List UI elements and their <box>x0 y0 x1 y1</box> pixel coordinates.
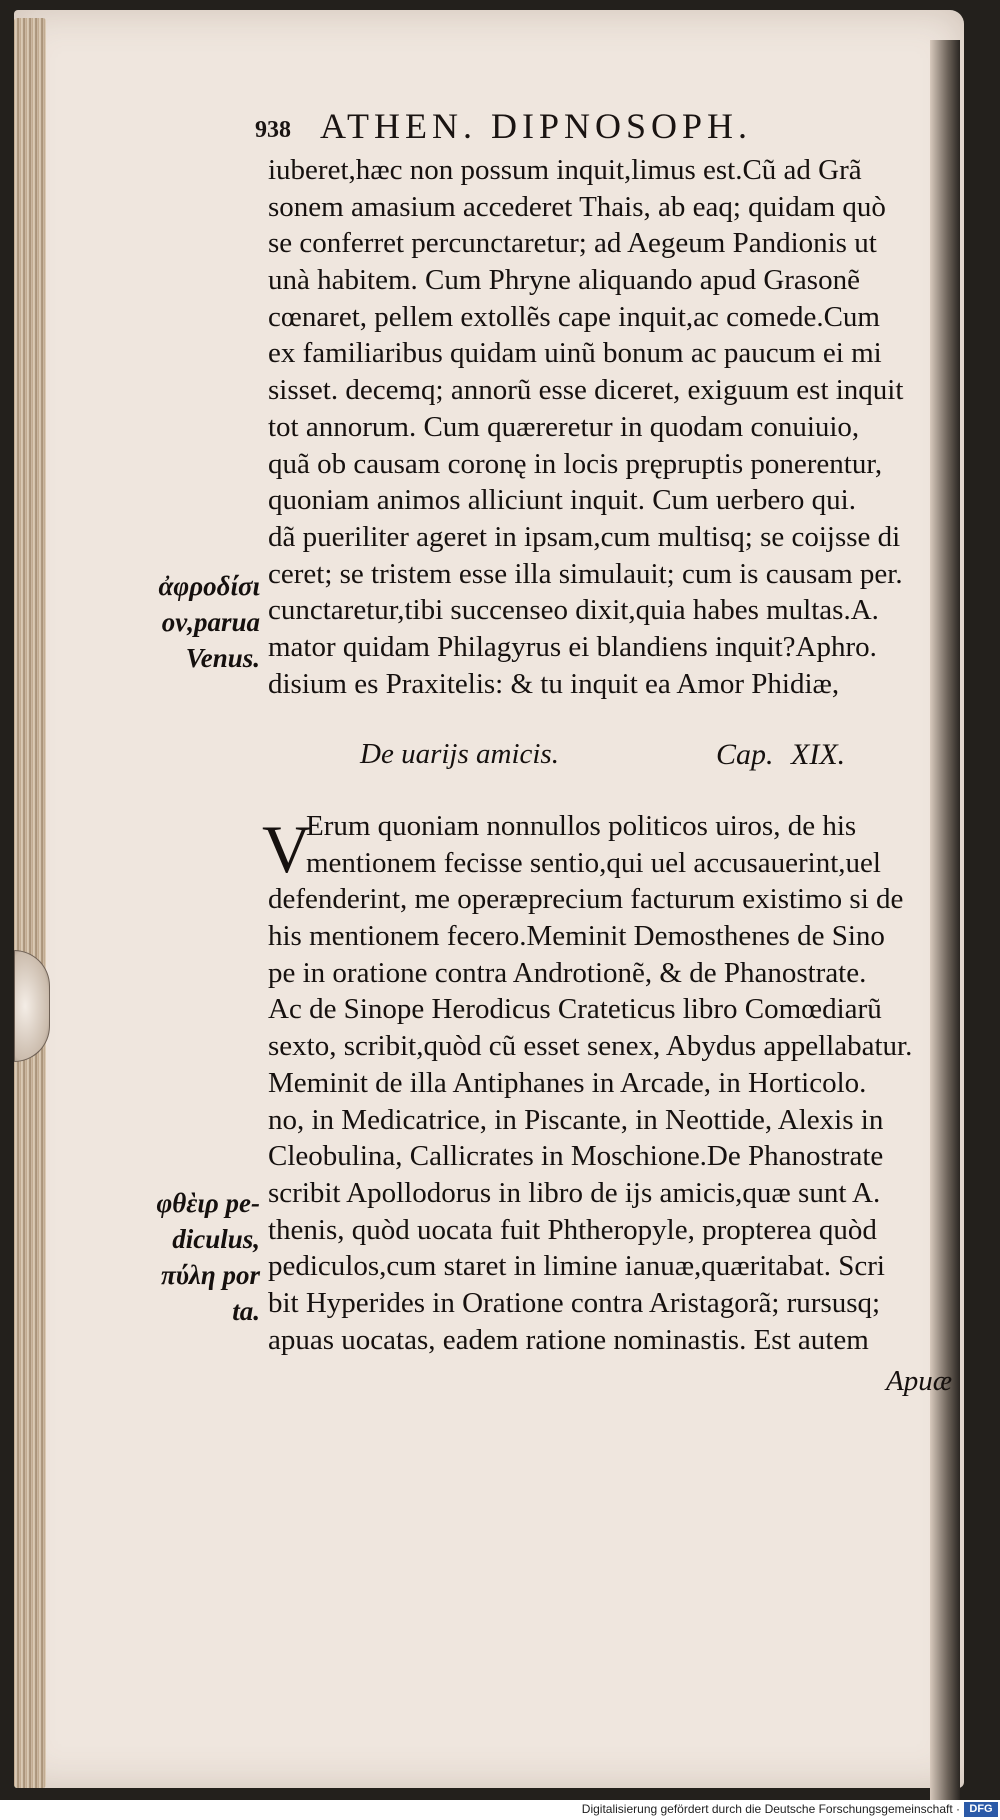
margin-note-line: Venus. <box>185 643 260 673</box>
digitization-footer <box>0 1800 1000 1820</box>
dfg-logo: DFG <box>964 1802 998 1817</box>
text-line: bit Hyperides in Oratione contra Aristagorã; rursusq; <box>268 1286 881 1319</box>
margin-note-phtheir <box>156 1185 260 1329</box>
text-line: no, in Medicatrice, in Piscante, in Neottide, Alexis in <box>268 1103 884 1136</box>
text-line: cunctaretur,tibi succenseo dixit,quia habes multas.A. <box>268 594 879 627</box>
text-line: Cleobulina, Callicrates in Moschione.De Phanostrate <box>268 1140 884 1173</box>
text-line: Erum quoniam nonnullos politicos uiros, de his <box>306 810 857 842</box>
running-head: ATHEN. DIPNOSOPH. <box>320 106 753 146</box>
text-line: thenis, quòd uocata fuit Phtheropyle, propterea quòd <box>268 1213 877 1246</box>
page-number: 938 <box>255 117 291 143</box>
initial-letter: V <box>262 811 312 887</box>
text-line: quoniam animos alliciunt inquit. Cum uerbero qui. <box>268 484 856 517</box>
text-line: dã pueriliter ageret in ipsam,cum multisq; se coijsse di <box>268 520 901 553</box>
text-line: sexto, scribit,quòd cũ esset senex, Abydus appellabatur. <box>268 1030 913 1063</box>
chapter-title: De uarijs amicis. <box>360 738 559 770</box>
text-line: pediculos,cum staret in limine ianuæ,quæritabat. Scri <box>268 1250 885 1283</box>
text-line: cœnaret, pellem extollẽs cape inquit,ac comede.Cum <box>268 300 880 333</box>
footer-credit: Digitalisierung gefördert durch die Deutsche Forschungsgemeinschaft · <box>581 1802 960 1816</box>
margin-note-line: ἀφροδίσι <box>158 571 260 601</box>
text-line: ex familiaribus quidam uinũ bonum ac paucum ei mi <box>268 337 882 370</box>
text-line: unà habitem. Cum Phryne aliquando apud Grasonẽ <box>268 264 860 297</box>
margin-note-line: φθὲιρ pe- <box>156 1188 260 1218</box>
margin-note-aphrodision <box>158 568 260 676</box>
text-line: scribit Apollodorus in libro de ijs amicis,quæ sunt A. <box>268 1176 881 1209</box>
catchword: Apuæ <box>886 1365 953 1397</box>
text-line: sonem amasium accederet Thais, ab eaq; quidam quò <box>268 190 886 223</box>
text-line: se conferret percunctaretur; ad Aegeum Pandionis ut <box>268 227 877 260</box>
text-line: sisset. decemq; annorũ esse diceret, exiguum est inquit <box>268 374 904 407</box>
text-line: Meminit de illa Antiphanes in Arcade, in Horticolo. <box>268 1066 867 1099</box>
text-line: apuas uocatas, eadem ratione nominastis. Est autem <box>268 1323 869 1356</box>
text-line: mentionem fecisse sentio,qui uel accusauerint,uel <box>306 846 881 879</box>
margin-note-line: ον,parua <box>161 607 260 637</box>
margin-note-line: πύλη por <box>160 1260 260 1290</box>
chapter-label: Cap. XIX. <box>716 738 846 771</box>
text-line: Ac de Sinope Herodicus Crateticus libro Comœdiarũ <box>268 993 882 1026</box>
text-line: defenderint, me operæprecium facturum existimo si de <box>268 883 904 916</box>
book-spine <box>14 18 46 1788</box>
text-line: pe in oratione contra Androtionẽ, & de Phanostrate. <box>268 956 867 989</box>
text-line: ceret; se tristem esse illa simulauit; cum is causam per. <box>268 557 903 590</box>
text-block-bottom <box>268 808 956 1358</box>
page-header <box>255 105 875 155</box>
text-line: disium es Praxitelis: & tu inquit ea Amor Phidiæ, <box>268 667 840 700</box>
text-line: his mentionem fecero.Meminit Demosthenes de Sino <box>268 920 885 953</box>
text-line: tot annorum. Cum quæreretur in quodam conuiuio, <box>268 410 860 443</box>
text-line: quã ob causam coronę in locis prępruptis ponerentur, <box>268 447 883 480</box>
margin-note-line: ta. <box>232 1296 260 1326</box>
text-block-top <box>268 152 956 702</box>
margin-note-line: diculus, <box>172 1224 260 1254</box>
text-line: iuberet,hæc non possum inquit,limus est.Cũ ad Grã <box>268 154 862 186</box>
text-line: mator quidam Philagyrus ei blandiens inquit?Aphro. <box>268 630 877 663</box>
